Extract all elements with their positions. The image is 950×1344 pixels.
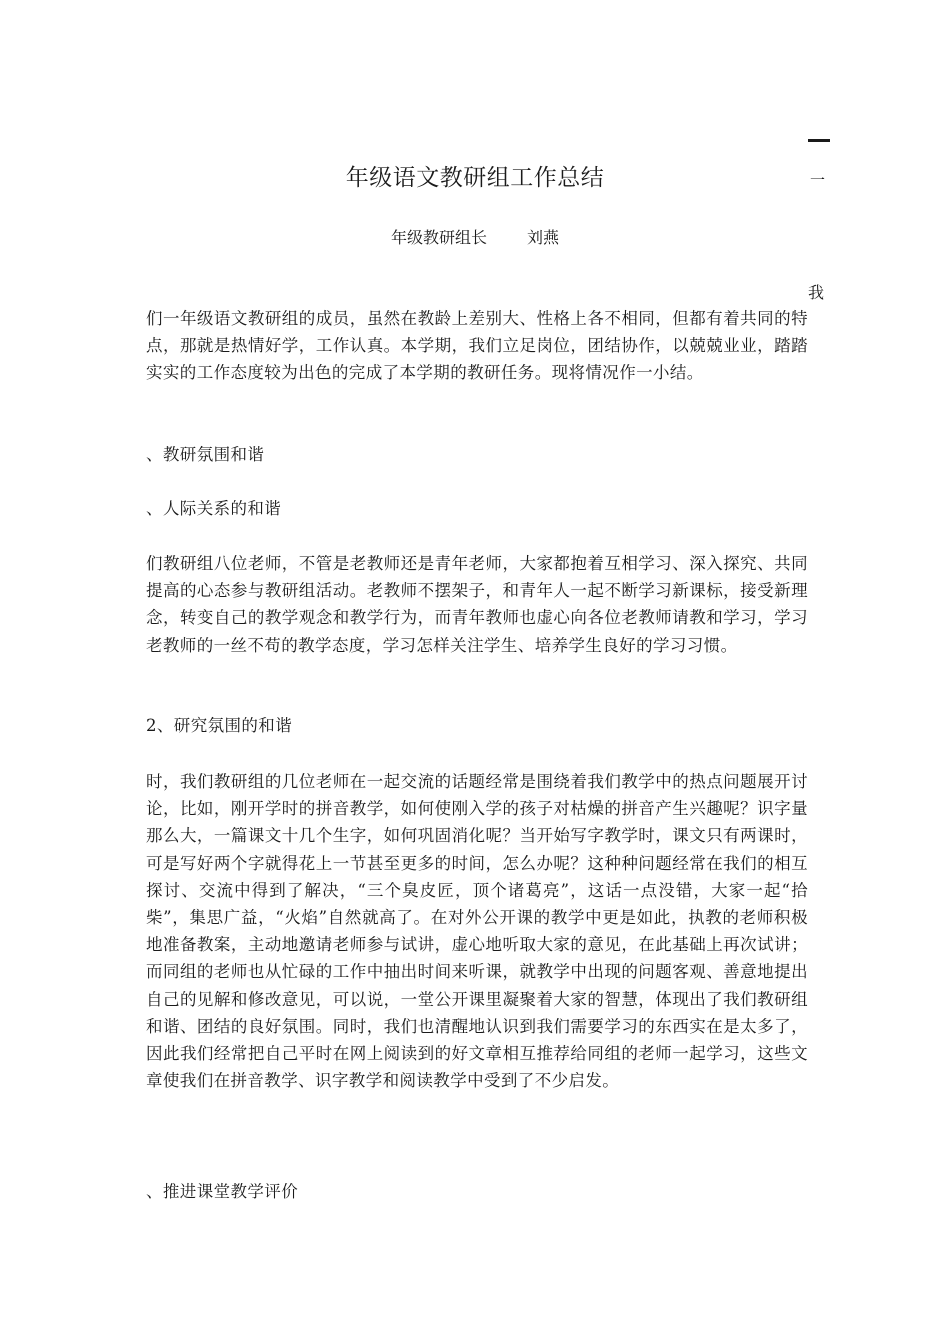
document-title: 年级语文教研组工作总结	[345, 165, 605, 191]
byline-name: 刘燕	[527, 228, 560, 247]
byline-role: 年级教研组长	[390, 228, 487, 247]
subsection-heading-1-2: 2、研究氛围的和谐	[146, 716, 293, 735]
paragraph-1: 们教研组八位老师，不管是老教师还是青年老师，大家都抱着互相学习、深入探究、共同提高的心态参与教研组活动。老教师不摆架子，和青年人一起不断学习新课标，接受新理念，转变自己的教学观念和教学行为，而青年教师也虚心向各位老教师请教和学习，学习老教师的一丝不苟的教学态度，学习怎样关注学生、培养学生良好的学习习惯。	[146, 554, 808, 655]
margin-mark-wo: 我	[808, 283, 825, 302]
margin-mark-small: 一	[810, 171, 826, 189]
section-heading-2: 、推进课堂教学评价	[146, 1182, 299, 1201]
byline	[0, 226, 950, 250]
paragraph-2: 时，我们教研组的几位老师在一起交流的话题经常是围绕着我们教学中的热点问题展开讨论，比如，刚开学时的拼音教学，如何使刚入学的孩子对枯燥的拼音产生兴趣呢？识字量那么大，一篇课文十几个生字，如何巩固消化呢？当开始写字教学时，课文只有两课时，可是写好两个字就得花上一节甚至更多的时间，怎么办呢？这种种问题经常在我们的相互探讨、交流中得到了解决，“三个臭皮匠，顶个诸葛亮”，这话一点没错，大家一起“拾柴”，集思广益，“火焰”自然就高了。在对外公开课的教学中更是如此，执教的老师积极地准备教案，主动地邀请老师参与试讲，虚心地听取大家的意见，在此基础上再次试讲；而同组的老师也从忙碌的工作中抽出时间来听课，就教学中出现的问题客观、善意地提出自己的见解和修改意见，可以说，一堂公开课里凝聚着大家的智慧，体现出了我们教研组和谐、团结的良好氛围。同时，我们也清醒地认识到我们需要学习的东西实在是太多了，因此我们经常把自己平时在网上阅读到的好文章相互推荐给同组的老师一起学习，这些文章使我们在拼音教学、识字教学和阅读教学中受到了不少启发。	[146, 772, 808, 1091]
intro-paragraph: 们一年级语文教研组的成员，虽然在教龄上差别大、性格上各不相同，但都有着共同的特点，那就是热情好学，工作认真。本学期，我们立足岗位，团结协作，以兢兢业业，踏踏实实的工作态度较为出色的完成了本学期的教研任务。现将情况作一小结。	[146, 309, 808, 383]
margin-dash-mark	[808, 139, 830, 142]
subsection-heading-1-1: 、人际关系的和谐	[146, 499, 282, 518]
section-heading-1: 、教研氛围和谐	[146, 445, 265, 464]
